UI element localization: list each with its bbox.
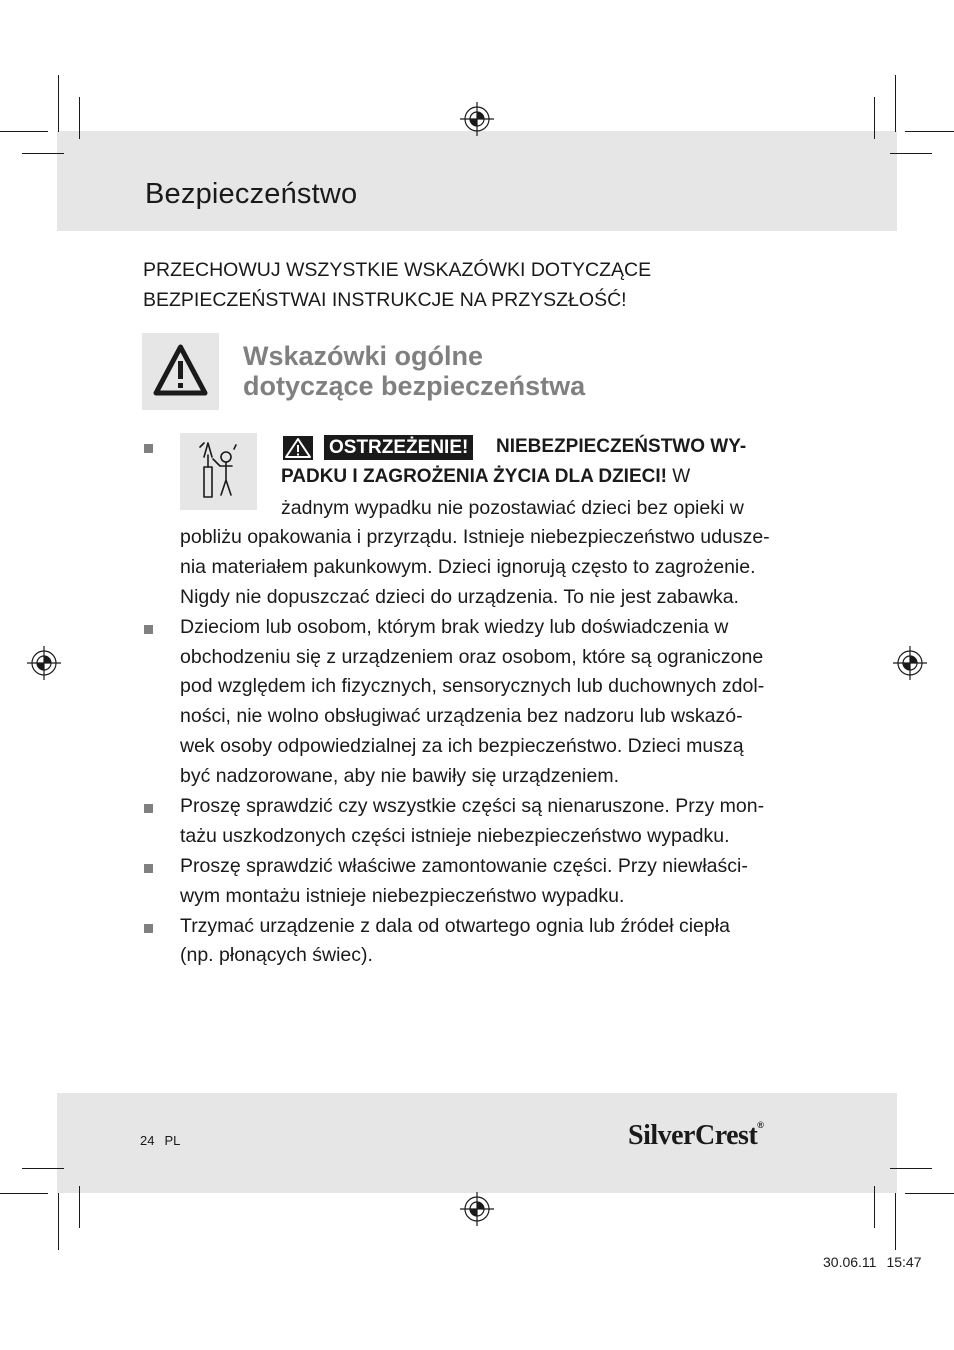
item-line: wym montażu istnieje niebezpieczeństwo wypadku.: [180, 885, 625, 907]
item-line: nia materiałem pakunkowym. Dzieci ignorują często to zagrożenie.: [180, 556, 756, 578]
language-code: PL: [164, 1133, 181, 1148]
item-line: żadnym wypadku nie pozostawiać dzieci bez opieki w: [281, 497, 744, 519]
child-hazard-icon: [180, 433, 257, 510]
item-line: obchodzeniu się z urządzeniem oraz osobom, które są ograniczone: [180, 646, 764, 668]
item-line: Nigdy nie dopuszczać dzieci do urządzenia. To nie jest zabawka.: [180, 586, 739, 608]
print-time: 15:47: [886, 1254, 922, 1270]
brand-registered-mark: ®: [757, 1120, 764, 1130]
brand-logo: [628, 1120, 763, 1152]
keep-notice-line-2: BEZPIECZEŃSTWAI INSTRUKCJE NA PRZYSZŁOŚĆ!: [143, 289, 627, 311]
page-footer: [140, 1133, 190, 1148]
bullet-marker: [144, 625, 153, 634]
bullet-marker: [144, 804, 153, 813]
section-heading-line-2: dotyczące bezpieczeństwa: [243, 371, 586, 401]
section-heading-line-1: Wskazówki ogólne: [243, 341, 484, 371]
bullet-marker: [144, 444, 153, 453]
warning-heading-tail: W: [666, 466, 691, 487]
brand-name: SilverCrest: [628, 1120, 758, 1151]
warning-badge: OSTRZEŻENIE!: [324, 435, 473, 460]
child-hazard-tile: [180, 433, 257, 510]
item-line: tażu uszkodzonych części istnieje niebezpieczeństwo wypadku.: [180, 825, 730, 847]
bullet-marker: [144, 864, 153, 873]
warning-triangle-icon: [283, 436, 313, 460]
registration-mark-icon: [460, 102, 494, 136]
item-line: ności, nie wolno obsługiwać urządzenia bez nadzoru lub wskazó-: [180, 705, 743, 727]
item-line: Proszę sprawdzić właściwe zamontowanie części. Przy niewłaści-: [180, 855, 748, 877]
bullet-marker: [144, 924, 153, 933]
item-line: wek osoby odpowiedzialnej za ich bezpieczeństwo. Dzieci muszą: [180, 735, 744, 757]
print-date: 30.06.11: [823, 1254, 877, 1270]
warning-triangle-icon: [142, 333, 219, 410]
item-line: Proszę sprawdzić czy wszystkie części są nienaruszone. Przy mon-: [180, 795, 765, 817]
registration-mark-icon: [460, 1192, 494, 1226]
warning-tile: [142, 333, 219, 410]
page-number: 24: [140, 1133, 155, 1148]
item-line: (np. płonących świec).: [180, 944, 373, 966]
print-timestamp: [823, 1254, 922, 1270]
page-title: Bezpieczeństwo: [145, 178, 358, 210]
section-heading: [243, 341, 763, 401]
item-line: być nadzorowane, aby nie bawiły się urządzeniem.: [180, 765, 619, 787]
registration-mark-icon: [893, 646, 927, 680]
item-line: pod względem ich fizycznych, sensorycznych lub duchownych zdol-: [180, 675, 765, 697]
item-line: pobliżu opakowania i przyrządu. Istnieje niebezpieczeństwo udusze-: [180, 526, 770, 548]
warning-heading-bold: PADKU I ZAGROŻENIA ŻYCIA DLA DZIECI!: [281, 466, 667, 487]
warning-heading-line-1: NIEBEZPIECZEŃSTWO WY-: [496, 436, 747, 457]
registration-mark-icon: [27, 646, 61, 680]
warning-heading-line-2: [281, 464, 690, 490]
item-line: Trzymać urządzenie z dala od otwartego ognia lub źródeł ciepła: [180, 915, 730, 937]
keep-notice-line-1: PRZECHOWUJ WSZYSTKIE WSKAZÓWKI DOTYCZĄCE: [143, 259, 652, 281]
item-line: Dzieciom lub osobom, którym brak wiedzy lub doświadczenia w: [180, 616, 729, 638]
keep-instructions-notice: [143, 255, 783, 315]
